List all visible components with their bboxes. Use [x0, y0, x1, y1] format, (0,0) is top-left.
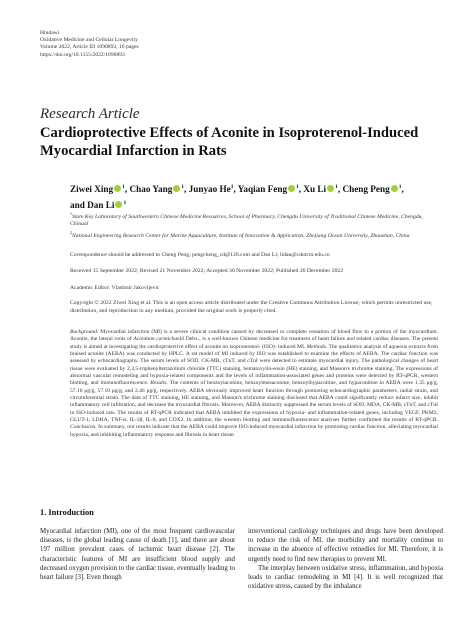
journal-header [40, 30, 139, 59]
orcid-icon[interactable] [391, 185, 398, 192]
correspondence: Correspondence should be addressed to Cheng Peng; pengcheng_cd@126.com and Dan Li; lidan@cdutcm.edu.cn [70, 252, 330, 258]
author-name: Xu Li [303, 184, 327, 195]
article-type: Research Article [40, 106, 140, 122]
journal-name: Oxidative Medicine and Cellular Longevity [40, 37, 138, 44]
author[interactable] [303, 184, 337, 194]
author-name: Junyao He [188, 184, 231, 195]
affiliation-item [70, 229, 438, 240]
affiliation-marker: 1 [335, 184, 338, 190]
author-list: Ziwei Xing $^1$, Chao Yang $^1$, Junyao He$^1$, Yaqian Feng $^1$, Xu Li $^1$, Cheng Peng $^1$, and Dan Li $^1$ [70, 184, 404, 210]
orcid-icon[interactable] [114, 185, 121, 192]
abstract-background-label: Background. [70, 329, 99, 335]
abstract-conclusion: In summary, our results indicate that the AEBA could improve ISO-induced myocardial infarction by promoting cardiac function, alleviating myocardial hypoxia, and inhibiting inflammatory response and fibrosis in heart tissue. [70, 424, 438, 438]
body-paragraph: Myocardial infarction (MI), one of the most frequent cardiovascular diseases, is the global leading cause of death [1], and there are about 197 million prevalent cases of ischemic heart disease [2]. The characteristic features of MI are insufficient blood supply and decreased oxygen provision to the cardiac tissue, eventually leading to heart failure [3]. Even though [40, 528, 235, 582]
orcid-icon[interactable] [288, 185, 295, 192]
affiliation-number: 2 [70, 230, 72, 236]
author-name: and Dan Li [70, 199, 115, 210]
affiliation-marker: 1 [122, 184, 125, 190]
doi-link[interactable]: https://doi.org/10.1155/2022/1090893 [40, 51, 125, 58]
affiliation-number: 1 [70, 211, 72, 216]
left-column [40, 527, 235, 582]
body-paragraph: interventional cardiology techniques and drugs have been developed to reduce the risk of MI, the morbidity and mortality continue to increase in the absence of effective remedies for MI. Therefore, it is urgently need to find new therapies to prevent MI. [248, 528, 443, 563]
abstract-background: Myocardial infarction (MI) is a severe clinical condition caused by decreased or complete cessation of blood flow to a portion of the myocardium. Aconite, the lateral roots of [70, 329, 438, 343]
affiliation-marker: 1 [230, 184, 234, 190]
academic-editor: Academic Editor: Vladimir Jakovljevic [70, 285, 160, 291]
affiliation-text: National Engineering Research Center for Marine Aquaculture, Institute of Innovation & Application, Zhejiang Ocean University, Zhoushan, China [72, 232, 410, 239]
author[interactable] [70, 184, 125, 194]
right-column [248, 527, 443, 591]
affiliation-marker: 1 [398, 184, 402, 190]
volume-info: Volume 2022, Article ID 1090893, 16 pages [40, 44, 139, 51]
author[interactable] [70, 200, 126, 210]
orcid-icon[interactable] [173, 185, 180, 192]
abstract-results: The contents of benzoylaconine, benzoylmesaconine, benzoylhypacoitine, and hypaconitine in AEBA were 1.35 μg/g, 57.10 μg/g, 57.10 μg/g, and 2.46 μg/g, respectively. AEBA obviously improved heart function through promoting echocardiographic parameters, radial strain, and circumferential strain. The data of TTC staining, HE staining, and Masson's trichrome staining disclosed that AEBA could significantly reduce infarct size, inhibit inflammatory cell infiltration, and decrease the myocardial fibrosis. Moreover, AEBA distinctly suppressed the serum levels of SOD, MDA, CK-MB, cTnT, and cTnI in ISO-induced rats. The results of RT-qPCR indicated that AEBA inhibited the expressions of hypoxia- and inflammation-related genes, including VEGF, PKM2, GLUT-1, LDHA, TNF-α, IL-1β, IL-6, and COX2. In addition, the western blotting and immunofluorescence analyses further confirmed the results of RT-qPCR. [70, 380, 438, 424]
author[interactable] [129, 184, 184, 194]
affiliation-marker: 1 [181, 184, 185, 190]
publisher-name: Hindawi [40, 30, 60, 36]
abstract-background-cont: Debx., is a well-known Chinese medicine for treatment of heart failure and related cardiac diseases. The present study is aimed at investigating the cardioprotective effect of aconite on isoproterenol- (ISO)- induced MI. [70, 336, 438, 350]
author-name: Ziwei Xing [70, 184, 114, 195]
author[interactable] [238, 184, 299, 194]
abstract [70, 329, 438, 439]
orcid-icon[interactable] [327, 185, 334, 192]
species-name: Aconitum carmichaelii [133, 336, 185, 343]
affiliation-marker: 1 [123, 199, 127, 206]
section-heading: 1. Introduction [40, 508, 94, 517]
affiliations [70, 210, 438, 241]
abstract-results-label: Results. [150, 380, 168, 387]
author-name: Chao Yang [129, 184, 173, 195]
author[interactable] [342, 184, 401, 194]
author-name: Yaqian Feng [237, 184, 288, 195]
affiliation-text: State Key Laboratory of Southwestern Chinese Medicine Resources, School of Pharmacy, Chengdu University of Traditional Chinese Medicine, Chengdu, Chinaal [70, 213, 423, 228]
abstract-methods-label: Methods. [306, 343, 328, 350]
orcid-icon[interactable] [115, 201, 122, 208]
article-dates: Received 15 September 2022; Revised 21 November 2022; Accepted 30 November 2022; Published 26 December 2022 [70, 268, 344, 274]
affiliation-marker: 1 [296, 184, 299, 190]
abstract-conclusion-label: Conclusion. [70, 424, 97, 431]
body-paragraph: The interplay between oxidative stress, inflammation, and hypoxia leads to cardiac remodeling in MI [4]. It is well recognized that oxidative stress, caused by the imbalance [248, 564, 443, 591]
affiliation-item [70, 210, 438, 229]
copyright-notice: Copyright © 2022 Ziwei Xing et al. This is an open access article distributed under the Creative Commons Attribution License, which permits unrestricted use, distribution, and reproduction in any medium, provided the original work is properly cited. [70, 300, 433, 314]
article-title: Cardioprotective Effects of Aconite in Isoproterenol-Induced Myocardial Infarction in Rats [40, 125, 419, 159]
author-name: Cheng Peng [342, 184, 390, 195]
author[interactable] [189, 184, 234, 194]
abstract-methods: The qualitative analysis of aqueous extracts from braised aconite (AEBA) was conducted by HPLC. A rat model of MI induced by ISO was established to examine the effects of AEBA. The cardiac function was assessed by echocardiography. The serum levels of SOD, CK-MB, cTnT, and cTnI were detected to estimate myocardial injury. The pathological changes of heart tissue were evaluated by 2,3,5-triphenyltetrazolium chloride (TTC) staining, hematoxylin-eosin (HE) staining, and Masson's trichrome staining. The expressions of abnormal vascular remodeling and hypoxia-related components and the levels of inflammation-associated genes and proteins were detected by RT-qPCR, western blotting, and immunofluorescence. [70, 343, 438, 387]
